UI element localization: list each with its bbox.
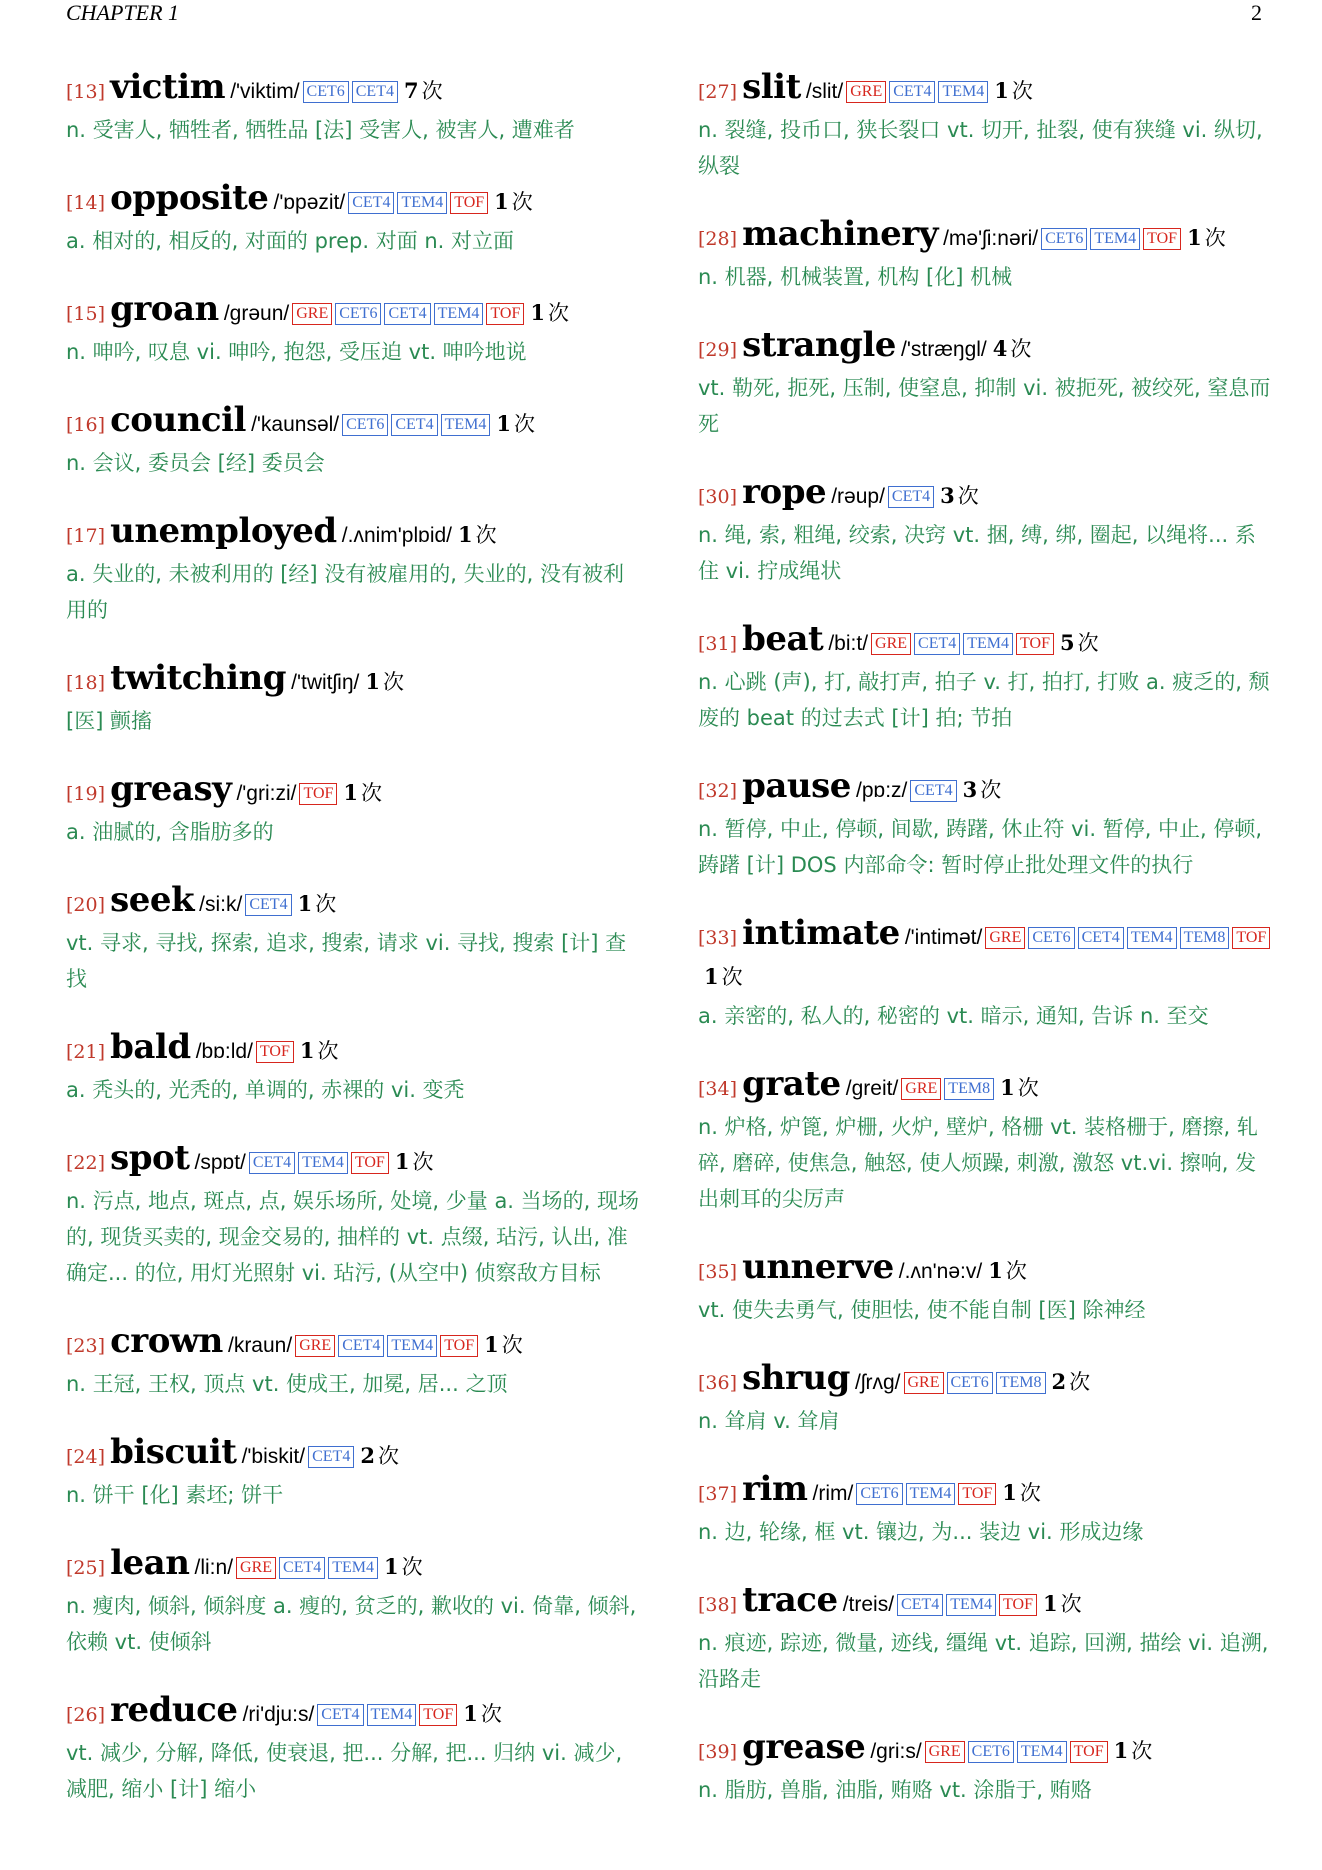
entry-headline <box>66 1691 642 1735</box>
entry-number: [25] <box>66 1557 106 1579</box>
exam-tag: GRE <box>292 303 332 325</box>
entry-number: [31] <box>698 633 738 655</box>
definition: n. 王冠, 王权, 顶点 vt. 使成王, 加冕, 居... 之顶 <box>66 1372 508 1396</box>
occurrence-count: 1 <box>365 669 380 694</box>
vocab-entry <box>66 1139 642 1291</box>
entry-headline <box>698 215 1276 259</box>
headword: pause <box>742 766 851 806</box>
entry-headline <box>698 473 1276 517</box>
definition: a. 秃头的, 光秃的, 单调的, 赤裸的 vi. 变秃 <box>66 1078 465 1102</box>
exam-tag: GRE <box>901 1078 941 1100</box>
entry-headline <box>66 290 642 334</box>
occurrence-count: 1 <box>530 300 545 325</box>
headword: victim <box>110 67 226 107</box>
headword: unnerve <box>742 1247 894 1287</box>
definition: n. 瘦肉, 倾斜, 倾斜度 a. 瘦的, 贫乏的, 歉收的 vi. 倚靠, 倾斜, 依赖 vt. 使倾斜 <box>66 1594 637 1654</box>
occurrence-unit: 次 <box>1204 226 1226 250</box>
entry-headline <box>698 1581 1276 1625</box>
entry-headline <box>698 68 1276 112</box>
entry-headline <box>66 1544 642 1588</box>
occurrence-unit: 次 <box>1019 1481 1041 1505</box>
definition: vt. 寻求, 寻找, 探索, 追求, 搜索, 请求 vi. 寻找, 搜索 [计] 查找 <box>66 931 627 991</box>
headword: intimate <box>742 913 900 953</box>
occurrence-unit: 次 <box>511 190 533 214</box>
exam-tag: TOF <box>1070 1741 1108 1763</box>
occurrence-count: 1 <box>988 1258 1003 1283</box>
vocab-entry <box>698 620 1276 736</box>
phonetic: /si:k/ <box>199 893 243 916</box>
entry-number: [22] <box>66 1152 106 1174</box>
occurrence-count: 1 <box>496 411 511 436</box>
exam-tag: CET6 <box>335 303 381 325</box>
entry-headline <box>698 1728 1276 1772</box>
phonetic: /'biskit/ <box>241 1445 306 1468</box>
vocab-entry <box>698 326 1276 442</box>
exam-tag: CET4 <box>384 303 430 325</box>
vocab-entry <box>698 1359 1276 1439</box>
exam-tag: TOF <box>351 1152 389 1174</box>
phonetic: /bi:t/ <box>828 632 869 655</box>
phonetic: /treis/ <box>842 1593 895 1616</box>
definition: n. 污点, 地点, 斑点, 点, 娱乐场所, 处境, 少量 a. 当场的, 现场的, 现货买卖的, 现金交易的, 抽样的 vt. 点缀, 玷污, 认出, 准确定... 的位, 用灯光照射 vi. 玷污, (从空中) 侦察敌方目标 <box>66 1189 640 1285</box>
entry-number: [30] <box>698 486 738 508</box>
exam-tag: TEM4 <box>441 414 491 436</box>
page-number: 2 <box>1251 0 1262 25</box>
occurrence-count: 1 <box>299 1038 315 1063</box>
vocab-entry <box>698 1248 1276 1328</box>
vocab-entry <box>698 767 1276 883</box>
occurrence-count: 1 <box>1187 225 1202 250</box>
entry-headline <box>66 512 642 556</box>
exam-tag: CET6 <box>1028 927 1074 949</box>
vocab-entry <box>66 659 642 739</box>
phonetic: /rim/ <box>812 1482 854 1505</box>
exam-tag: TOF <box>450 192 488 214</box>
definition: n. 边, 轮缘, 框 vt. 镶边, 为... 装边 vi. 形成边缘 <box>698 1520 1144 1544</box>
occurrence-count: 1 <box>704 964 719 989</box>
entry-number: [38] <box>698 1594 738 1616</box>
occurrence-unit: 次 <box>1060 1592 1082 1616</box>
exam-tag: CET6 <box>968 1741 1014 1763</box>
entry-number: [34] <box>698 1078 738 1100</box>
occurrence-count: 1 <box>463 1701 478 1726</box>
exam-tag: TEM8 <box>944 1078 994 1100</box>
entry-headline <box>66 659 642 703</box>
exam-tag: TEM4 <box>328 1557 378 1579</box>
vocab-entry <box>66 401 642 481</box>
headword: rim <box>742 1469 808 1509</box>
definition: n. 呻吟, 叹息 vi. 呻吟, 抱怨, 受压迫 vt. 呻吟地说 <box>66 340 527 364</box>
headword: reduce <box>110 1690 238 1730</box>
headword: twitching <box>110 658 287 698</box>
occurrence-count: 1 <box>384 1554 399 1579</box>
phonetic: /slit/ <box>805 80 844 103</box>
phonetic: /ʃrʌg/ <box>854 1371 901 1394</box>
exam-tag: TEM4 <box>946 1594 996 1616</box>
occurrence-count: 1 <box>1000 1075 1015 1100</box>
headword: machinery <box>742 214 938 254</box>
occurrence-unit: 次 <box>1010 337 1032 361</box>
exam-tag: TOF <box>999 1594 1037 1616</box>
exam-tag: CET4 <box>391 414 437 436</box>
vocab-entry <box>66 1028 642 1108</box>
exam-tag: TEM4 <box>1017 1741 1067 1763</box>
occurrence-unit: 次 <box>501 1333 523 1357</box>
phonetic: /greit/ <box>845 1077 899 1100</box>
exam-tag: TOF <box>440 1335 478 1357</box>
vocab-entry <box>66 68 642 148</box>
exam-tag: TOF <box>1232 927 1270 949</box>
entry-headline <box>66 1028 642 1072</box>
headword: trace <box>742 1580 838 1620</box>
headword: crown <box>110 1321 223 1361</box>
exam-tag: CET4 <box>914 633 960 655</box>
headword: greasy <box>110 769 232 809</box>
entry-number: [29] <box>698 339 738 361</box>
entry-number: [23] <box>66 1335 106 1357</box>
exam-tag: CET6 <box>1041 228 1087 250</box>
exam-tag: CET4 <box>308 1446 354 1468</box>
phonetic: /'intimət/ <box>904 926 983 949</box>
exam-tag: CET6 <box>342 414 388 436</box>
vocab-entry <box>698 215 1276 295</box>
occurrence-unit: 次 <box>315 892 337 916</box>
vocab-entry <box>66 179 642 259</box>
entry-headline <box>698 1248 1276 1292</box>
right-column <box>698 68 1276 1839</box>
page-header <box>66 0 1262 36</box>
entry-number: [15] <box>66 303 106 325</box>
headword: seek <box>110 880 195 920</box>
definition: n. 裂缝, 投币口, 狭长裂口 vt. 切开, 扯裂, 使有狭缝 vi. 纵切, 纵裂 <box>698 118 1263 178</box>
occurrence-count: 1 <box>484 1332 499 1357</box>
exam-tag: GRE <box>871 633 911 655</box>
exam-tag: GRE <box>925 1741 965 1763</box>
exam-tag: GRE <box>904 1372 944 1394</box>
occurrence-unit: 次 <box>401 1555 423 1579</box>
entry-headline <box>66 179 642 223</box>
occurrence-unit: 次 <box>317 1039 339 1063</box>
vocab-entry <box>66 1691 642 1807</box>
exam-tag: CET4 <box>279 1557 325 1579</box>
definition: vt. 减少, 分解, 降低, 使衰退, 把... 分解, 把... 归纳 vi. 减少, 减肥, 缩小 [计] 缩小 <box>66 1741 623 1801</box>
exam-tag: TEM4 <box>1127 927 1177 949</box>
entry-number: [20] <box>66 894 106 916</box>
definition: a. 油腻的, 含脂肪多的 <box>66 820 274 844</box>
phonetic: /rəup/ <box>831 485 885 508</box>
headword: groan <box>110 289 219 329</box>
headword: biscuit <box>110 1432 237 1472</box>
entry-number: [21] <box>66 1041 106 1063</box>
phonetic: /'kaunsəl/ <box>251 413 340 436</box>
headword: rope <box>742 472 827 512</box>
definition: a. 失业的, 未被利用的 [经] 没有被雇用的, 失业的, 没有被利用的 <box>66 562 625 622</box>
occurrence-unit: 次 <box>377 1444 399 1468</box>
phonetic: /.ʌn'nə:v/ <box>898 1260 983 1283</box>
exam-tag: CET4 <box>348 192 394 214</box>
entry-number: [28] <box>698 228 738 250</box>
definition: [医] 颤搐 <box>66 709 153 733</box>
definition: vt. 使失去勇气, 使胆怯, 使不能自制 [医] 除神经 <box>698 1298 1146 1322</box>
definition: n. 炉格, 炉篦, 炉栅, 火炉, 壁炉, 格栅 vt. 装格栅于, 磨擦, 轧碎, 磨碎, 使焦急, 触怒, 使人烦躁, 刺激, 激怒 vt.vi. 擦响, 发出刺耳的尖厉声 <box>698 1115 1258 1211</box>
definition: vt. 勒死, 扼死, 压制, 使窒息, 抑制 vi. 被扼死, 被绞死, 窒息而死 <box>698 376 1271 436</box>
exam-tag: GRE <box>295 1335 335 1357</box>
entry-number: [16] <box>66 414 106 436</box>
exam-tag: TOF <box>486 303 524 325</box>
vocab-entry <box>698 1470 1276 1550</box>
phonetic: /spɒt/ <box>194 1151 246 1174</box>
headword: spot <box>110 1138 190 1178</box>
entry-headline <box>66 68 642 112</box>
occurrence-count: 1 <box>343 780 359 805</box>
headword: unemployed <box>110 511 337 551</box>
occurrence-unit: 次 <box>412 1150 434 1174</box>
occurrence-unit: 次 <box>421 79 443 103</box>
exam-tag: TEM4 <box>906 1483 956 1505</box>
occurrence-unit: 次 <box>1077 631 1099 655</box>
occurrence-count: 1 <box>1002 1480 1017 1505</box>
occurrence-unit: 次 <box>548 301 569 325</box>
occurrence-unit: 次 <box>980 778 1002 802</box>
entry-headline <box>698 620 1276 664</box>
occurrence-unit: 次 <box>475 523 497 547</box>
exam-tag: TOF <box>419 1704 457 1726</box>
headword: bald <box>110 1027 191 1067</box>
headword: strangle <box>742 325 896 365</box>
exam-tag: CET4 <box>317 1704 363 1726</box>
exam-tag: CET4 <box>888 486 934 508</box>
phonetic: /'ɒpəzit/ <box>273 191 346 214</box>
entry-headline <box>66 1139 642 1183</box>
definition: n. 痕迹, 踪迹, 微量, 迹线, 缰绳 vt. 追踪, 回溯, 描绘 vi. 追溯, 沿路走 <box>698 1631 1269 1691</box>
entry-number: [33] <box>698 927 738 949</box>
definition: a. 相对的, 相反的, 对面的 prep. 对面 n. 对立面 <box>66 229 515 253</box>
entry-headline <box>66 401 642 445</box>
exam-tag: TOF <box>1143 228 1181 250</box>
exam-tag: TEM4 <box>397 192 447 214</box>
vocab-entry <box>66 1322 642 1402</box>
exam-tag: CET6 <box>947 1372 993 1394</box>
entry-number: [18] <box>66 672 106 694</box>
phonetic: /li:n/ <box>194 1556 234 1579</box>
occurrence-unit: 次 <box>1011 79 1033 103</box>
phonetic: /mə'ʃi:nəri/ <box>943 227 1039 250</box>
vocab-entry <box>66 1433 642 1513</box>
occurrence-unit: 次 <box>1069 1370 1091 1394</box>
entry-number: [27] <box>698 81 738 103</box>
entry-headline <box>698 1065 1276 1109</box>
occurrence-count: 5 <box>1059 630 1075 655</box>
entry-number: [19] <box>66 783 106 805</box>
phonetic: /bɒ:ld/ <box>195 1040 253 1063</box>
exam-tag: TOF <box>299 783 337 805</box>
exam-tag: TOF <box>256 1041 294 1063</box>
exam-tag: CET4 <box>352 81 398 103</box>
occurrence-count: 1 <box>1113 1738 1129 1763</box>
exam-tag: GRE <box>985 927 1025 949</box>
entry-headline <box>66 1322 642 1366</box>
exam-tag: TEM4 <box>938 81 988 103</box>
phonetic: /pɒ:z/ <box>856 779 908 802</box>
definition: n. 暂停, 中止, 停顿, 间歇, 踌躇, 休止符 vi. 暂停, 中止, 停顿, 踌躇 [计] DOS 内部命令: 暂时停止批处理文件的执行 <box>698 817 1263 877</box>
entry-headline <box>698 326 1276 370</box>
exam-tag: TEM4 <box>963 633 1013 655</box>
entry-headline <box>66 881 642 925</box>
occurrence-count: 1 <box>394 1149 410 1174</box>
vocab-entry <box>698 1728 1276 1808</box>
entry-headline <box>698 914 1276 998</box>
exam-tag: CET4 <box>910 780 956 802</box>
occurrence-unit: 次 <box>1131 1739 1153 1763</box>
entry-number: [37] <box>698 1483 738 1505</box>
entry-headline <box>66 770 642 814</box>
occurrence-count: 4 <box>992 336 1008 361</box>
definition: n. 耸肩 v. 耸肩 <box>698 1409 840 1433</box>
entry-headline <box>698 1359 1276 1403</box>
headword: lean <box>110 1543 190 1583</box>
occurrence-count: 3 <box>962 777 978 802</box>
vocab-entry <box>66 512 642 628</box>
occurrence-unit: 次 <box>513 412 535 436</box>
vocab-entry <box>698 68 1276 184</box>
entry-headline <box>698 767 1276 811</box>
occurrence-count: 2 <box>1051 1369 1067 1394</box>
occurrence-unit: 次 <box>957 484 979 508</box>
occurrence-unit: 次 <box>1017 1076 1039 1100</box>
phonetic: /ri'dju:s/ <box>242 1703 315 1726</box>
occurrence-count: 3 <box>940 483 955 508</box>
exam-tag: CET4 <box>249 1152 295 1174</box>
entry-number: [26] <box>66 1704 106 1726</box>
headword: slit <box>742 67 801 107</box>
exam-tag: CET6 <box>856 1483 902 1505</box>
entry-number: [36] <box>698 1372 738 1394</box>
occurrence-count: 1 <box>494 189 509 214</box>
entry-number: [39] <box>698 1741 738 1763</box>
exam-tag: TEM8 <box>996 1372 1046 1394</box>
exam-tag: TOF <box>958 1483 996 1505</box>
phonetic: /grəun/ <box>223 302 290 325</box>
definition: n. 饼干 [化] 素坯; 饼干 <box>66 1483 284 1507</box>
occurrence-count: 7 <box>403 78 419 103</box>
exam-tag: GRE <box>846 81 886 103</box>
phonetic: /'stræŋgl/ <box>901 338 987 361</box>
exam-tag: TEM4 <box>387 1335 437 1357</box>
exam-tag: CET4 <box>897 1594 943 1616</box>
occurrence-unit: 次 <box>480 1702 502 1726</box>
vocab-entry <box>698 914 1276 1034</box>
occurrence-count: 1 <box>994 78 1009 103</box>
occurrence-count: 1 <box>458 522 473 547</box>
occurrence-unit: 次 <box>382 670 404 694</box>
exam-tag: TEM4 <box>298 1152 348 1174</box>
phonetic: /'gri:zi/ <box>236 782 297 805</box>
vocab-entry <box>66 290 642 370</box>
exam-tag: CET4 <box>1078 927 1124 949</box>
entry-number: [35] <box>698 1261 738 1283</box>
vocab-entry <box>698 1581 1276 1697</box>
phonetic: /'twitʃiŋ/ <box>291 671 360 694</box>
exam-tag: TEM4 <box>434 303 484 325</box>
vocab-entry <box>698 1065 1276 1217</box>
occurrence-unit: 次 <box>1005 1259 1027 1283</box>
exam-tag: TOF <box>1016 633 1054 655</box>
headword: shrug <box>742 1358 850 1398</box>
occurrence-count: 2 <box>360 1443 375 1468</box>
phonetic: /.ʌnim'plɒid/ <box>341 524 453 547</box>
occurrence-unit: 次 <box>361 781 383 805</box>
phonetic: /'viktim/ <box>230 80 300 103</box>
entry-headline <box>698 1470 1276 1514</box>
exam-tag: TEM4 <box>1090 228 1140 250</box>
definition: n. 受害人, 牺牲者, 牺牲品 [法] 受害人, 被害人, 遭难者 <box>66 118 575 142</box>
entry-number: [13] <box>66 81 106 103</box>
headword: council <box>110 400 246 440</box>
entry-number: [32] <box>698 780 738 802</box>
vocab-entry <box>66 770 642 850</box>
left-column <box>66 68 642 1838</box>
definition: n. 会议, 委员会 [经] 委员会 <box>66 451 325 475</box>
definition: a. 亲密的, 私人的, 秘密的 vt. 暗示, 通知, 告诉 n. 至交 <box>698 1004 1209 1028</box>
definition: n. 机器, 机械装置, 机构 [化] 机械 <box>698 265 1013 289</box>
occurrence-unit: 次 <box>721 965 743 989</box>
phonetic: /kraun/ <box>227 1334 293 1357</box>
definition: n. 绳, 索, 粗绳, 绞索, 决窍 vt. 捆, 缚, 绑, 圈起, 以绳将... 系住 vi. 拧成绳状 <box>698 523 1256 583</box>
definition: n. 心跳 (声), 打, 敲打声, 拍子 v. 打, 拍打, 打败 a. 疲乏的, 颓废的 beat 的过去式 [计] 拍; 节拍 <box>698 670 1270 730</box>
occurrence-count: 1 <box>297 891 313 916</box>
headword: grease <box>742 1727 866 1767</box>
exam-tag: CET4 <box>889 81 935 103</box>
headword: opposite <box>110 178 269 218</box>
exam-tag: CET6 <box>303 81 349 103</box>
exam-tag: GRE <box>236 1557 276 1579</box>
phonetic: /gri:s/ <box>870 1740 922 1763</box>
occurrence-count: 1 <box>1042 1591 1058 1616</box>
entry-headline <box>66 1433 642 1477</box>
vocab-entry <box>66 1544 642 1660</box>
chapter-title: CHAPTER 1 <box>66 0 180 25</box>
exam-tag: CET4 <box>245 894 291 916</box>
entry-number: [17] <box>66 525 106 547</box>
headword: beat <box>742 619 824 659</box>
definition: n. 脂肪, 兽脂, 油脂, 贿赂 vt. 涂脂于, 贿赂 <box>698 1778 1092 1802</box>
headword: grate <box>742 1064 841 1104</box>
entry-number: [24] <box>66 1446 106 1468</box>
vocab-entry <box>66 881 642 997</box>
exam-tag: TEM8 <box>1180 927 1230 949</box>
exam-tag: TEM4 <box>367 1704 417 1726</box>
exam-tag: CET4 <box>338 1335 384 1357</box>
vocab-entry <box>698 473 1276 589</box>
entry-number: [14] <box>66 192 106 214</box>
